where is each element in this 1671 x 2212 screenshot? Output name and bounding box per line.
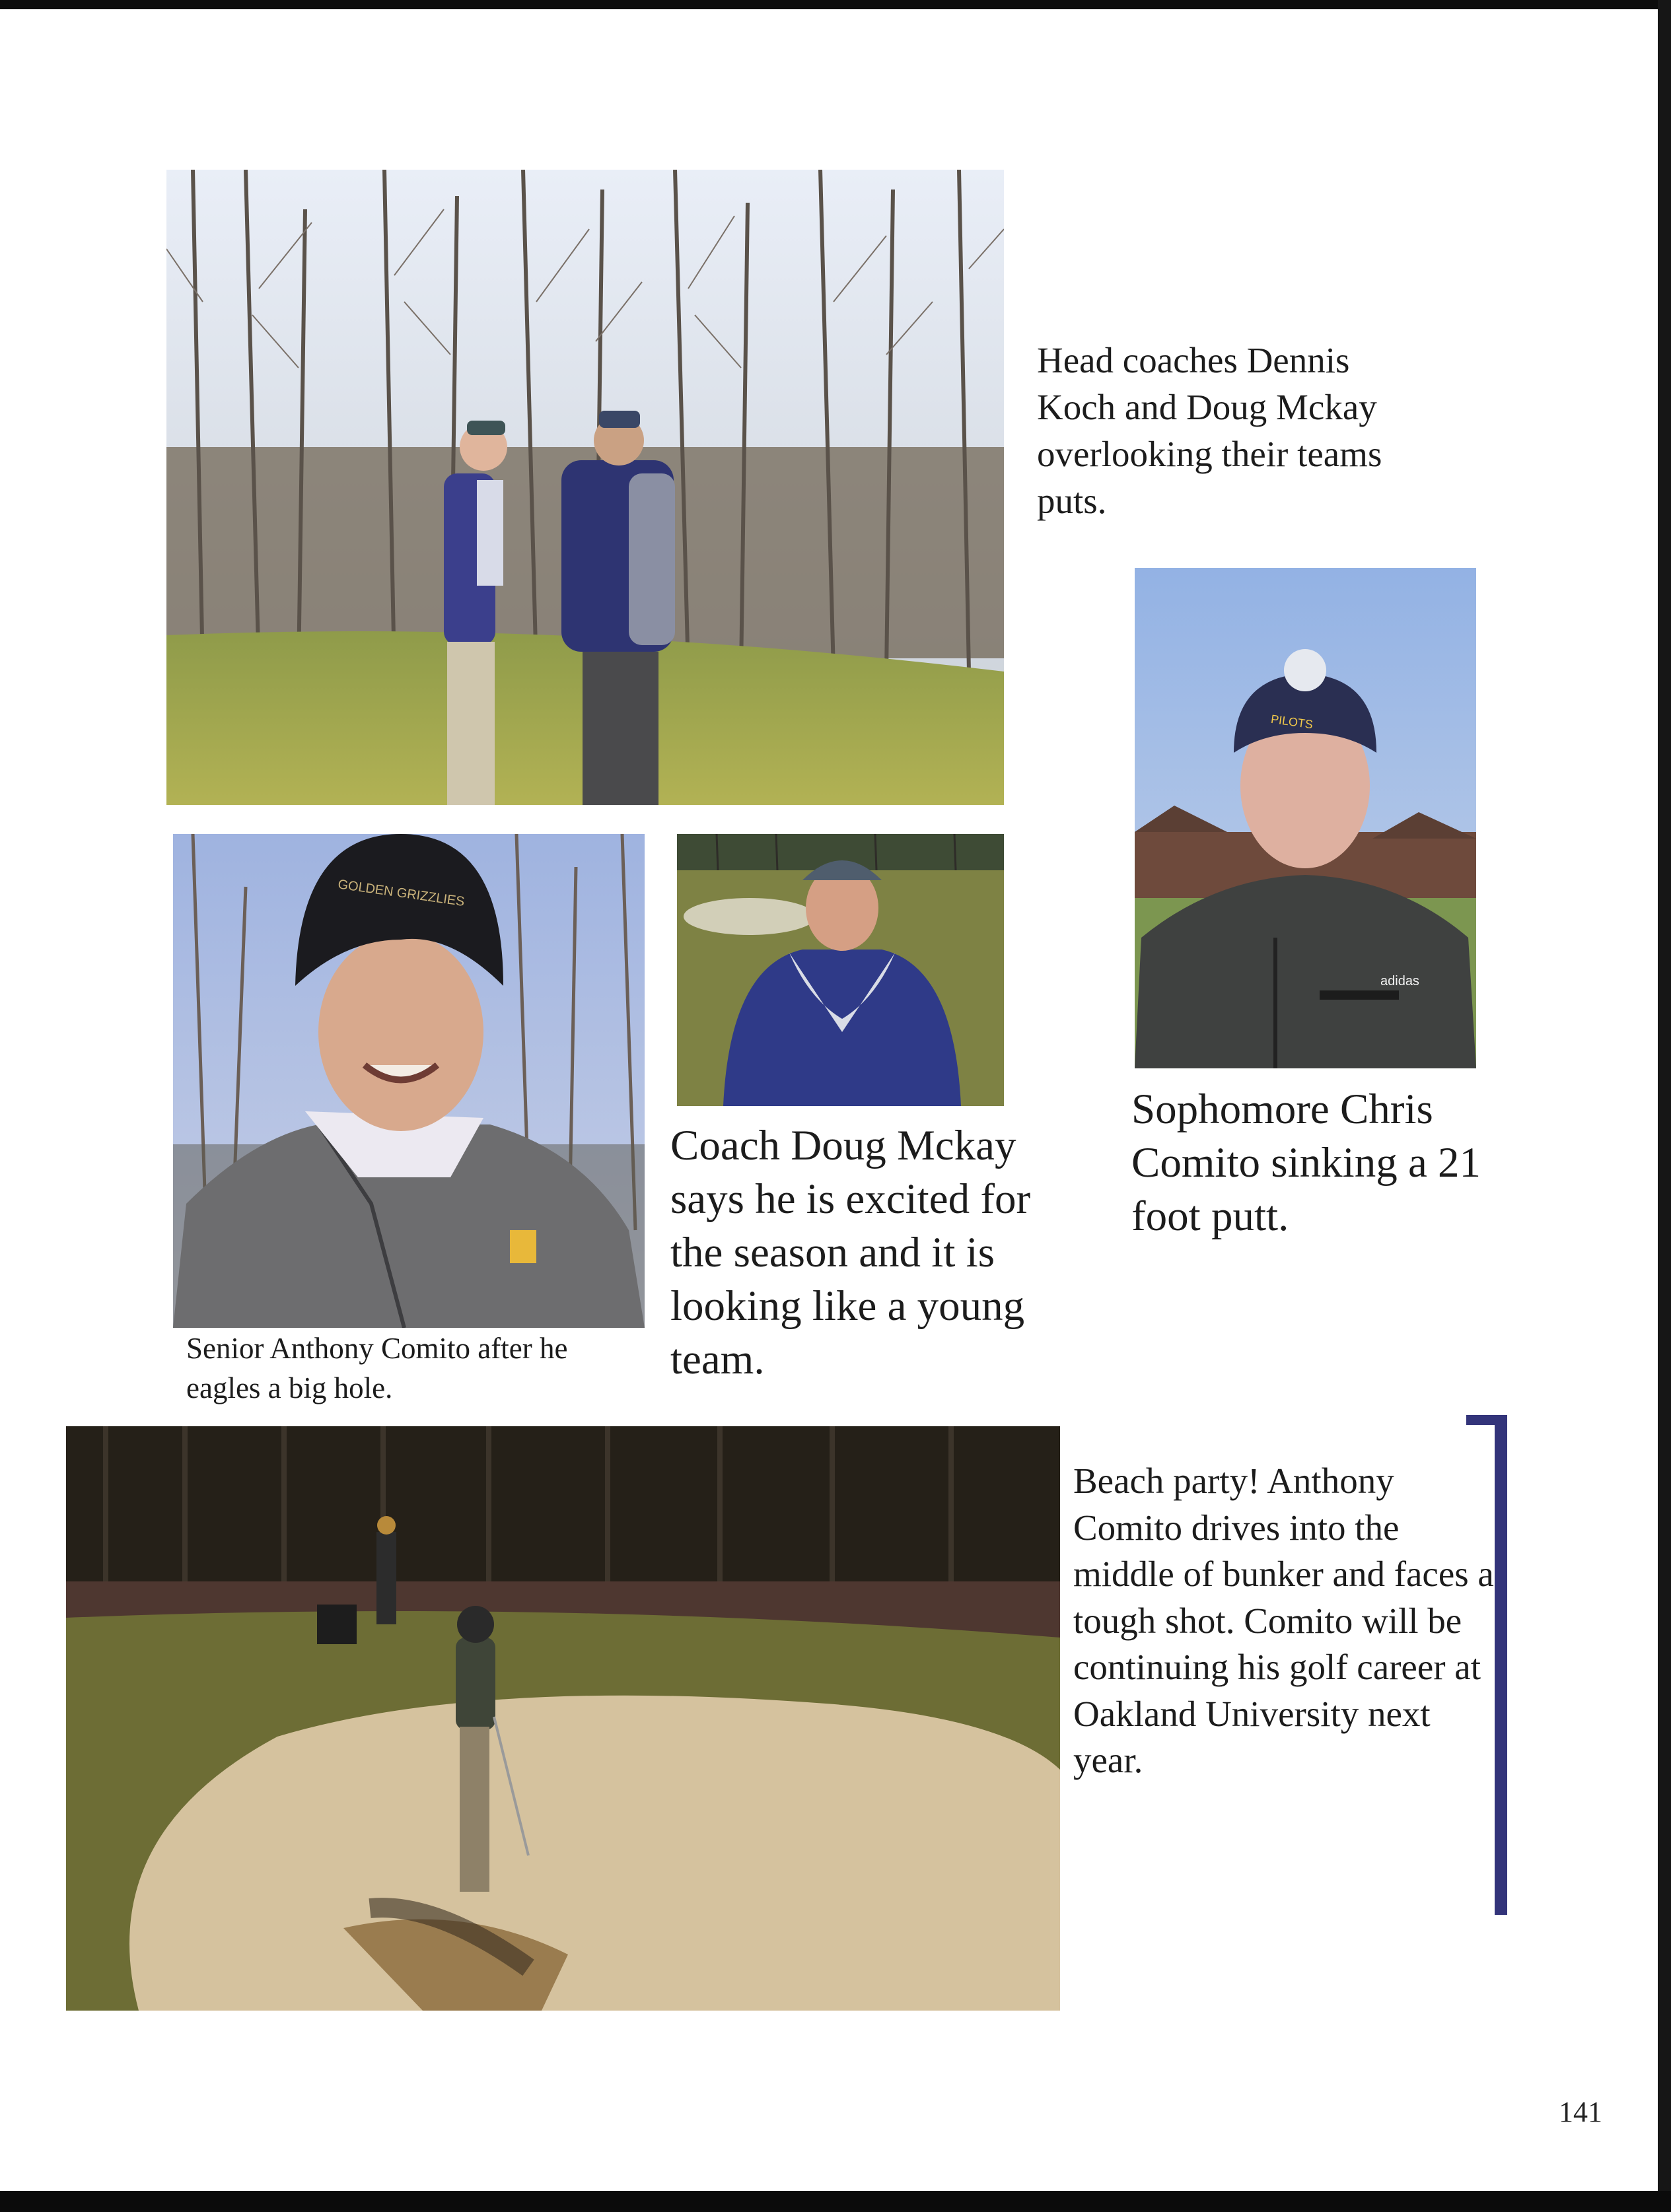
photo-coach-doug [677,834,1004,1106]
caption-coach-doug: Coach Doug Mckay says he is excited for the season and it is looking like a young team. [670,1122,1031,1383]
photo-head-coaches [166,170,1004,805]
scan-edge-bottom [0,2191,1671,2212]
photo-bunker-shot [66,1426,1060,2011]
photo-senior-anthony [173,834,645,1328]
svg-text:PILOTS: PILOTS [1269,712,1314,732]
caption-senior-anthony: Senior Anthony Comito after he eagles a big hole. [186,1332,568,1404]
photo-sophomore-chris [1135,568,1476,1068]
scan-edge-top [0,0,1671,9]
caption-beach-party: Beach party! Anthony Comito drives into the middle of bunker and faces a tough shot. Comito will be continuing his golf career at Oakland University next year. [1073,1461,1494,1780]
scan-edge-right [1658,0,1671,2212]
page-number: 141 [1559,2096,1602,2128]
svg-text:adidas: adidas [1380,974,1419,988]
svg-text:GOLDEN GRIZZLIES: GOLDEN GRIZZLIES [337,877,466,910]
caption-sophomore-chris: Sophomore Chris Comito sinking a 21 foot putt. [1131,1086,1481,1240]
caption-head-coaches: Head coaches Dennis Koch and Doug Mckay overlooking their teams puts. [1037,340,1382,521]
accent-bar [1495,1415,1507,1915]
